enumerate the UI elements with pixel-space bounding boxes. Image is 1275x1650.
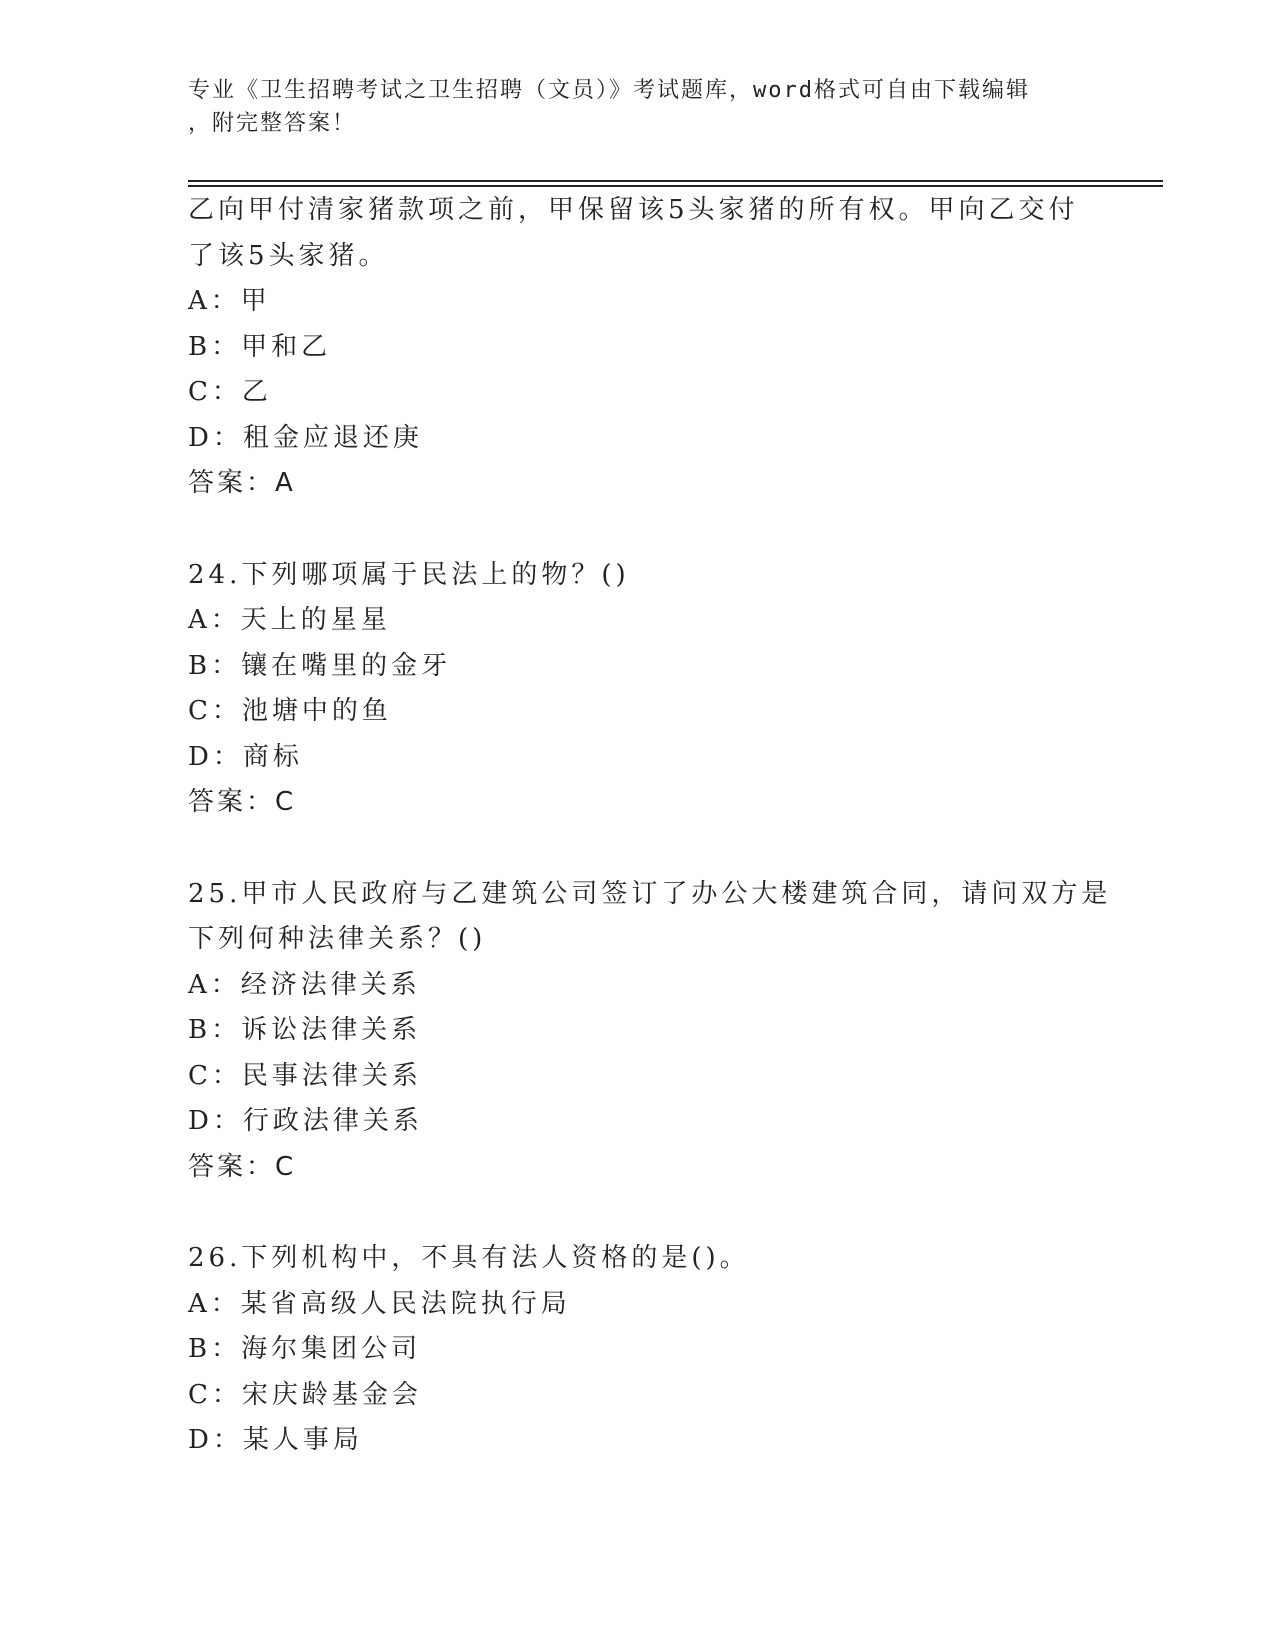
question-block-25: [188, 872, 1112, 1191]
option-c: C：民事法律关系: [188, 1060, 422, 1091]
option-d: D：商标: [188, 741, 303, 772]
option-d: D：租金应退还庚: [188, 422, 423, 453]
document-body: [188, 188, 1112, 1464]
option-c: C：池塘中的鱼: [188, 696, 392, 726]
option-a: A：甲: [188, 286, 271, 316]
header-line-2: ，附完整答案！: [188, 111, 357, 136]
answer-line: 答案：C: [188, 787, 297, 817]
question-block-continued: [188, 188, 1088, 507]
question-text-line: 下列何种法律关系？(): [188, 924, 487, 954]
header-line-1: 专业《卫生招聘考试之卫生招聘（文员）》考试题库，word格式可自由下载编辑: [188, 78, 1030, 103]
answer-line: 答案：C: [188, 1151, 297, 1182]
option-b: B：甲和乙: [188, 331, 332, 362]
header-rule-top: [188, 180, 1163, 182]
question-text-line: 乙向甲付清家猪款项之前，甲保留该5头家猪的所有权。甲向乙交付: [188, 195, 1079, 225]
option-a: A：天上的星星: [188, 605, 391, 635]
answer-line: 答案：A: [188, 468, 296, 498]
option-b: B：诉讼法律关系: [188, 1015, 422, 1045]
question-text-line: 26.下列机构中，不具有法人资格的是()。: [188, 1243, 750, 1273]
question-text-line: 24.下列哪项属于民法上的物？(): [188, 559, 630, 590]
option-a: A：某省高级人民法院执行局: [188, 1288, 571, 1319]
option-a: A：经济法律关系: [188, 969, 421, 1000]
option-c: C：乙: [188, 377, 272, 407]
option-d: D：某人事局: [188, 1425, 363, 1455]
question-block-24: [188, 553, 1088, 826]
option-b: B：镶在嘴里的金牙: [188, 650, 452, 681]
question-text-line: 25.甲市人民政府与乙建筑公司签订了办公大楼建筑合同，请问双方是: [188, 878, 1112, 909]
option-c: C：宋庆龄基金会: [188, 1379, 422, 1410]
document-header: [188, 74, 1088, 140]
option-b: B：海尔集团公司: [188, 1334, 422, 1364]
question-block-26: [188, 1236, 1088, 1464]
header-rule-bottom: [188, 185, 1163, 187]
question-text-line: 了该5头家猪。: [188, 240, 389, 271]
option-d: D：行政法律关系: [188, 1106, 423, 1136]
